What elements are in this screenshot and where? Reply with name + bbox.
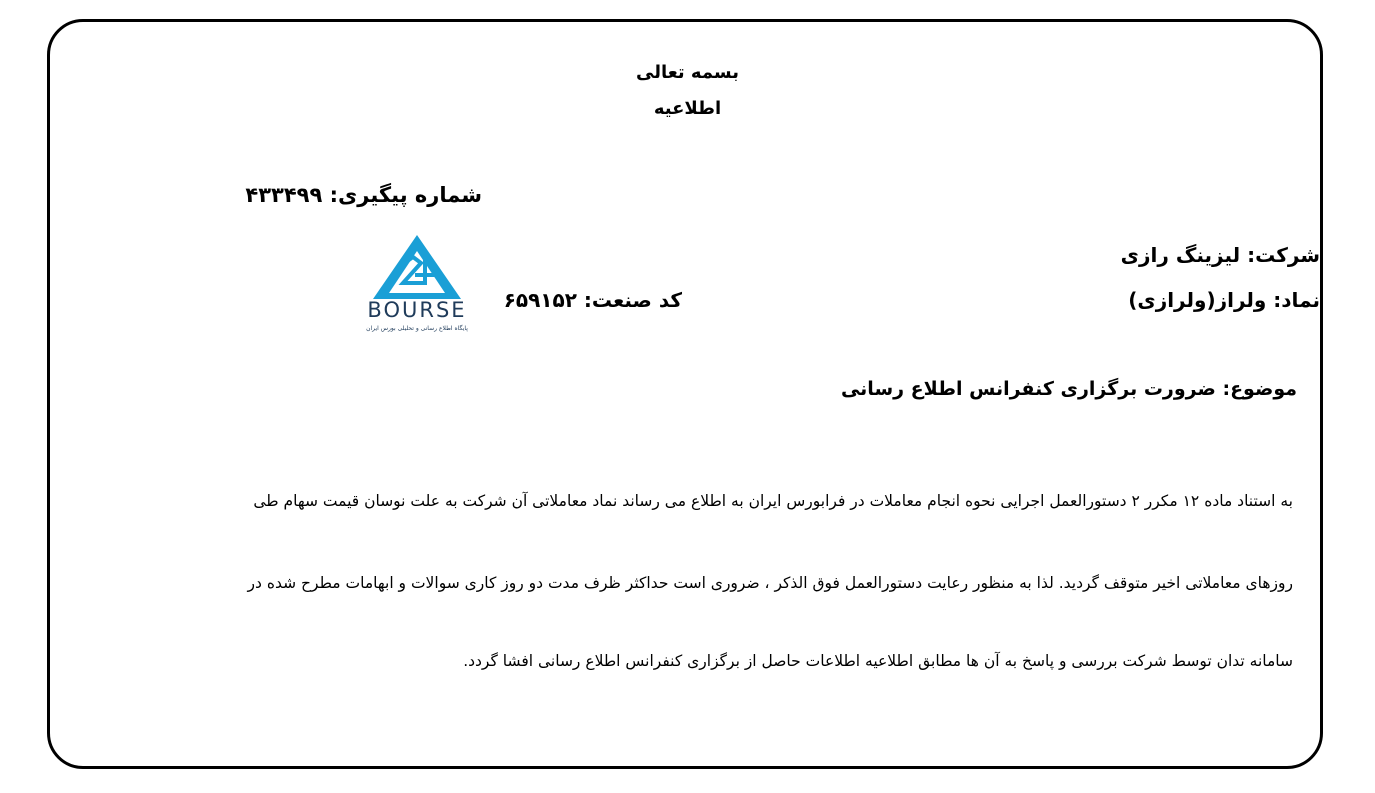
body-line-2: روزهای معاملاتی اخیر متوقف گردید. لذا به منظور رعایت دستورالعمل فوق الذکر ، ضروری است حداکثر ظرف مدت دو روز کاری سوالات و ابهامات مطرح شده در [247,574,1293,592]
bourse-logo [353,233,481,337]
bismillah-heading: بسمه تعالی [636,62,739,83]
logo-tagline: پایگاه اطلاع رسانی و تحلیلی بورس ایران [366,325,468,332]
tracking-number: شماره پیگیری: ۴۳۳۴۹۹ [245,183,482,207]
notice-heading: اطلاعیه [653,98,722,119]
body-line-1: به استناد ماده ۱۲ مکرر ۲ دستورالعمل اجرایی نحوه انجام معاملات در فرابورس ایران به اطلاع می رساند نماد معاملاتی آن شرکت به علت نوسان قیمت سهام طی [253,492,1293,510]
trading-symbol: نماد: ولراز(ولرازی) [1128,288,1320,312]
body-line-3: سامانه تدان توسط شرکت بررسی و پاسخ به آن ها مطابق اطلاعیه اطلاعات حاصل از برگزاری کنفرانس اطلاع رسانی افشا گردد. [463,652,1293,670]
logo-wordmark: BOURSE [367,298,467,322]
company-name: شرکت: لیزینگ رازی [1120,243,1320,267]
notice-subject: موضوع: ضرورت برگزاری کنفرانس اطلاع رسانی [840,378,1297,400]
industry-code: کد صنعت: ۶۵۹۱۵۲ [503,288,682,312]
